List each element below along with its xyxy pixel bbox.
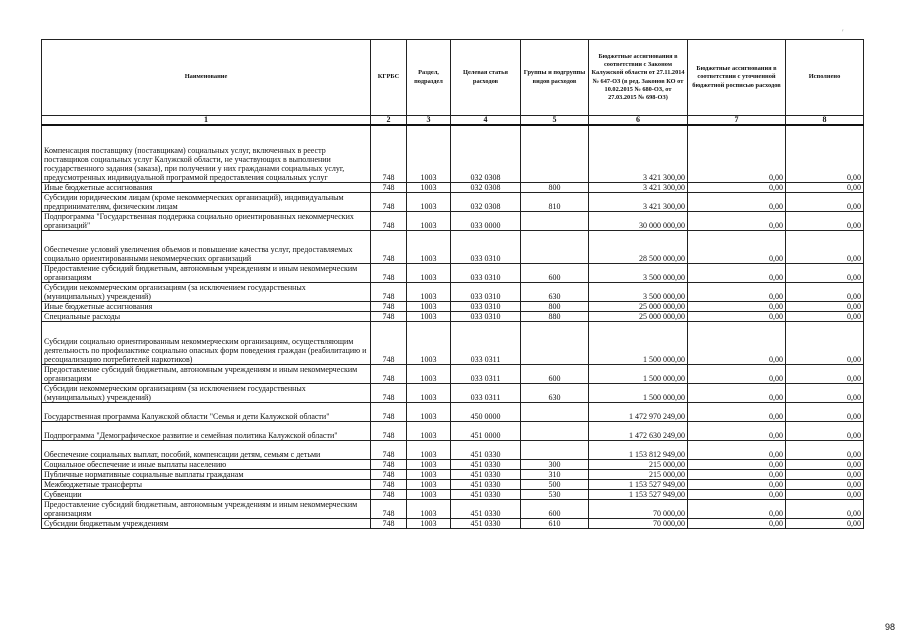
- row-kgrbs: 748: [371, 383, 407, 402]
- row-refined-amount: 0,00: [688, 459, 786, 469]
- row-name: Предоставление субсидий бюджетным, автономным учреждениям и иным некоммерческим организациям: [42, 364, 371, 383]
- row-law-amount: 25 000 000,00: [589, 311, 688, 321]
- row-target-item: 033 0311: [451, 383, 521, 402]
- row-law-amount: 1 472 970 249,00: [589, 402, 688, 421]
- row-section: 1003: [407, 469, 451, 479]
- table-row: [42, 518, 864, 528]
- row-section: 1003: [407, 499, 451, 518]
- row-refined-amount: 0,00: [688, 469, 786, 479]
- row-refined-amount: 0,00: [688, 499, 786, 518]
- row-name: Иные бюджетные ассигнования: [42, 301, 371, 311]
- row-executed-amount: 0,00: [786, 182, 864, 192]
- row-executed-amount: 0,00: [786, 402, 864, 421]
- row-target-item: 033 0310: [451, 230, 521, 263]
- row-name: Подпрограмма "Демографическое развитие и семейная политика Калужской области": [42, 421, 371, 440]
- column-number-row: [42, 116, 864, 126]
- table-row: [42, 311, 864, 321]
- header-expense-type: Группы и подгруппы видов расходов: [521, 40, 589, 116]
- row-name: Обеспечение условий увеличения объемов и повышение качества услуг, предоставляемых социально ориентированными некоммерческих организаций: [42, 230, 371, 263]
- header-refined-allocations: Бюджетные ассигнования в соответствии с уточненной бюджетной росписью расходов: [688, 40, 786, 116]
- row-section: 1003: [407, 321, 451, 364]
- row-law-amount: 70 000,00: [589, 518, 688, 528]
- row-kgrbs: 748: [371, 440, 407, 459]
- row-law-amount: 215 000,00: [589, 459, 688, 469]
- row-target-item: 451 0330: [451, 489, 521, 499]
- row-law-amount: 1 500 000,00: [589, 364, 688, 383]
- row-refined-amount: 0,00: [688, 125, 786, 182]
- row-executed-amount: 0,00: [786, 301, 864, 311]
- row-target-item: 033 0310: [451, 311, 521, 321]
- table-row: [42, 421, 864, 440]
- row-name: Обеспечение социальных выплат, пособий, компенсации детям, семьям с детьми: [42, 440, 371, 459]
- row-expense-type: [521, 230, 589, 263]
- header-section: Раздел, подраздел: [407, 40, 451, 116]
- row-section: 1003: [407, 263, 451, 282]
- row-kgrbs: 748: [371, 421, 407, 440]
- row-section: 1003: [407, 311, 451, 321]
- row-kgrbs: 748: [371, 469, 407, 479]
- row-expense-type: [521, 440, 589, 459]
- row-expense-type: 800: [521, 301, 589, 311]
- row-refined-amount: 0,00: [688, 364, 786, 383]
- row-expense-type: 630: [521, 282, 589, 301]
- col-number: 8: [786, 116, 864, 126]
- row-target-item: 032 0308: [451, 125, 521, 182]
- col-number: 1: [42, 116, 371, 126]
- table-row: [42, 489, 864, 499]
- table-row: [42, 499, 864, 518]
- row-kgrbs: 748: [371, 321, 407, 364]
- table-row: [42, 125, 864, 182]
- row-expense-type: 300: [521, 459, 589, 469]
- row-name: Субсидии юридическим лицам (кроме некоммерческих организаций), индивидуальным предпринимателям, физическим лицам: [42, 192, 371, 211]
- row-target-item: 451 0330: [451, 499, 521, 518]
- row-expense-type: 800: [521, 182, 589, 192]
- row-name: Субвенции: [42, 489, 371, 499]
- row-law-amount: 1 153 812 949,00: [589, 440, 688, 459]
- row-law-amount: 3 421 300,00: [589, 182, 688, 192]
- header-law-allocations: Бюджетные ассигнования в соответствии с Законом Калужской области от 27.11.2014 № 647-ОЗ (в ред. Законов КО от 10.02.2015 № 680-ОЗ, от 27.03.2015 № 698-ОЗ): [589, 40, 688, 116]
- row-name: Социальное обеспечение и иные выплаты населению: [42, 459, 371, 469]
- row-refined-amount: 0,00: [688, 263, 786, 282]
- row-expense-type: [521, 421, 589, 440]
- table-row: [42, 364, 864, 383]
- row-kgrbs: 748: [371, 211, 407, 230]
- row-kgrbs: 748: [371, 192, 407, 211]
- row-executed-amount: 0,00: [786, 364, 864, 383]
- row-expense-type: 600: [521, 364, 589, 383]
- header-row: [42, 40, 864, 116]
- row-kgrbs: 748: [371, 311, 407, 321]
- row-target-item: 033 0310: [451, 263, 521, 282]
- row-target-item: 451 0330: [451, 479, 521, 489]
- row-expense-type: 500: [521, 479, 589, 489]
- row-section: 1003: [407, 402, 451, 421]
- row-name: Предоставление субсидий бюджетным, автономным учреждениям и иным некоммерческим организациям: [42, 499, 371, 518]
- row-refined-amount: 0,00: [688, 440, 786, 459]
- row-kgrbs: 748: [371, 479, 407, 489]
- row-law-amount: 1 500 000,00: [589, 321, 688, 364]
- row-kgrbs: 748: [371, 182, 407, 192]
- table-row: [42, 182, 864, 192]
- col-number: 7: [688, 116, 786, 126]
- row-refined-amount: 0,00: [688, 301, 786, 311]
- row-expense-type: 610: [521, 518, 589, 528]
- row-expense-type: 600: [521, 499, 589, 518]
- row-law-amount: 70 000,00: [589, 499, 688, 518]
- header-kgrbs: КГРБС: [371, 40, 407, 116]
- row-expense-type: [521, 321, 589, 364]
- scan-mark: ′: [842, 28, 844, 37]
- row-law-amount: 3 500 000,00: [589, 282, 688, 301]
- row-refined-amount: 0,00: [688, 182, 786, 192]
- row-section: 1003: [407, 182, 451, 192]
- row-refined-amount: 0,00: [688, 518, 786, 528]
- row-name: Предоставление субсидий бюджетным, автономным учреждениям и иным некоммерческим организациям: [42, 263, 371, 282]
- row-expense-type: [521, 402, 589, 421]
- row-target-item: 451 0330: [451, 518, 521, 528]
- row-law-amount: 1 153 527 949,00: [589, 489, 688, 499]
- row-target-item: 451 0330: [451, 469, 521, 479]
- row-executed-amount: 0,00: [786, 440, 864, 459]
- row-refined-amount: 0,00: [688, 192, 786, 211]
- row-expense-type: [521, 211, 589, 230]
- row-section: 1003: [407, 440, 451, 459]
- row-kgrbs: 748: [371, 489, 407, 499]
- row-section: 1003: [407, 301, 451, 311]
- row-section: 1003: [407, 364, 451, 383]
- row-expense-type: 810: [521, 192, 589, 211]
- row-law-amount: 1 500 000,00: [589, 383, 688, 402]
- row-name: Субсидии социально ориентированным некоммерческим организациям, осуществляющим деятельность по профилактике социально опасных форм поведения граждан (реабилитацию и ресоциализацию потребителей наркотиков): [42, 321, 371, 364]
- row-target-item: 033 0311: [451, 321, 521, 364]
- row-refined-amount: 0,00: [688, 489, 786, 499]
- row-kgrbs: 748: [371, 301, 407, 311]
- row-executed-amount: 0,00: [786, 383, 864, 402]
- row-executed-amount: 0,00: [786, 479, 864, 489]
- row-name: Государственная программа Калужской области "Семья и дети Калужской области": [42, 402, 371, 421]
- table-row: [42, 263, 864, 282]
- row-target-item: 033 0311: [451, 364, 521, 383]
- row-executed-amount: 0,00: [786, 321, 864, 364]
- row-section: 1003: [407, 192, 451, 211]
- table-row: [42, 479, 864, 489]
- row-executed-amount: 0,00: [786, 499, 864, 518]
- row-name: Субсидии бюджетным учреждениям: [42, 518, 371, 528]
- row-kgrbs: 748: [371, 364, 407, 383]
- row-refined-amount: 0,00: [688, 479, 786, 489]
- row-executed-amount: 0,00: [786, 459, 864, 469]
- row-name: Межбюджетные трансферты: [42, 479, 371, 489]
- row-kgrbs: 748: [371, 282, 407, 301]
- row-refined-amount: 0,00: [688, 282, 786, 301]
- row-section: 1003: [407, 518, 451, 528]
- row-executed-amount: 0,00: [786, 518, 864, 528]
- row-refined-amount: 0,00: [688, 421, 786, 440]
- table-row: [42, 192, 864, 211]
- row-law-amount: 1 153 527 949,00: [589, 479, 688, 489]
- row-kgrbs: 748: [371, 263, 407, 282]
- row-refined-amount: 0,00: [688, 321, 786, 364]
- budget-table: [41, 39, 864, 529]
- col-number: 2: [371, 116, 407, 126]
- row-expense-type: 310: [521, 469, 589, 479]
- row-target-item: 032 0308: [451, 192, 521, 211]
- row-kgrbs: 748: [371, 499, 407, 518]
- col-number: 3: [407, 116, 451, 126]
- row-name: Субсидии некоммерческим организациям (за исключением государственных (муниципальных) учреждений): [42, 383, 371, 402]
- row-refined-amount: 0,00: [688, 311, 786, 321]
- table-row: [42, 469, 864, 479]
- row-section: 1003: [407, 282, 451, 301]
- header-name: Наименование: [42, 40, 371, 116]
- row-law-amount: 3 421 300,00: [589, 125, 688, 182]
- table-row: [42, 383, 864, 402]
- row-executed-amount: 0,00: [786, 282, 864, 301]
- row-executed-amount: 0,00: [786, 469, 864, 479]
- row-executed-amount: 0,00: [786, 230, 864, 263]
- table-row: [42, 402, 864, 421]
- row-executed-amount: 0,00: [786, 192, 864, 211]
- row-expense-type: [521, 125, 589, 182]
- table-row: [42, 321, 864, 364]
- row-refined-amount: 0,00: [688, 383, 786, 402]
- row-target-item: 033 0000: [451, 211, 521, 230]
- row-name: Субсидии некоммерческим организациям (за исключением государственных (муниципальных) учреждений): [42, 282, 371, 301]
- row-target-item: 033 0310: [451, 301, 521, 311]
- header-executed: Исполнено: [786, 40, 864, 116]
- row-name: Иные бюджетные ассигнования: [42, 182, 371, 192]
- col-number: 5: [521, 116, 589, 126]
- row-target-item: 032 0308: [451, 182, 521, 192]
- row-section: 1003: [407, 489, 451, 499]
- row-refined-amount: 0,00: [688, 211, 786, 230]
- row-executed-amount: 0,00: [786, 263, 864, 282]
- col-number: 4: [451, 116, 521, 126]
- row-section: 1003: [407, 459, 451, 469]
- table-row: [42, 230, 864, 263]
- row-kgrbs: 748: [371, 518, 407, 528]
- row-section: 1003: [407, 479, 451, 489]
- row-law-amount: 28 500 000,00: [589, 230, 688, 263]
- row-kgrbs: 748: [371, 402, 407, 421]
- row-expense-type: 600: [521, 263, 589, 282]
- row-law-amount: 3 421 300,00: [589, 192, 688, 211]
- row-kgrbs: 748: [371, 230, 407, 263]
- row-kgrbs: 748: [371, 459, 407, 469]
- row-law-amount: 25 000 000,00: [589, 301, 688, 311]
- row-section: 1003: [407, 125, 451, 182]
- row-law-amount: 30 000 000,00: [589, 211, 688, 230]
- row-executed-amount: 0,00: [786, 489, 864, 499]
- page-number: 98: [884, 622, 895, 632]
- table-row: [42, 459, 864, 469]
- row-refined-amount: 0,00: [688, 230, 786, 263]
- row-executed-amount: 0,00: [786, 211, 864, 230]
- row-expense-type: 630: [521, 383, 589, 402]
- row-refined-amount: 0,00: [688, 402, 786, 421]
- table-row: [42, 282, 864, 301]
- col-number: 6: [589, 116, 688, 126]
- row-section: 1003: [407, 230, 451, 263]
- row-target-item: 451 0000: [451, 421, 521, 440]
- row-section: 1003: [407, 211, 451, 230]
- table-row: [42, 440, 864, 459]
- row-executed-amount: 0,00: [786, 421, 864, 440]
- row-expense-type: 880: [521, 311, 589, 321]
- row-section: 1003: [407, 383, 451, 402]
- row-target-item: 451 0330: [451, 440, 521, 459]
- row-name: Специальные расходы: [42, 311, 371, 321]
- row-law-amount: 3 500 000,00: [589, 263, 688, 282]
- row-target-item: 033 0310: [451, 282, 521, 301]
- table-row: [42, 301, 864, 311]
- row-section: 1003: [407, 421, 451, 440]
- header-target-item: Целевая статья расходов: [451, 40, 521, 116]
- row-name: Компенсация поставщику (поставщикам) социальных услуг, включенных в реестр поставщиков социальных услуг Калужской области, не участвующих в выполнении государственного задания (заказа), при получении у них гражданами социальных услуг, предусмотренных индивидуальной программой предоставления социальных услуг: [42, 125, 371, 182]
- row-target-item: 451 0330: [451, 459, 521, 469]
- row-target-item: 450 0000: [451, 402, 521, 421]
- row-law-amount: 215 000,00: [589, 469, 688, 479]
- row-executed-amount: 0,00: [786, 125, 864, 182]
- row-kgrbs: 748: [371, 125, 407, 182]
- row-executed-amount: 0,00: [786, 311, 864, 321]
- row-name: Подпрограмма "Государственная поддержка социально ориентированных некоммерческих организаций": [42, 211, 371, 230]
- row-law-amount: 1 472 630 249,00: [589, 421, 688, 440]
- table-row: [42, 211, 864, 230]
- row-name: Публичные нормативные социальные выплаты гражданам: [42, 469, 371, 479]
- row-expense-type: 530: [521, 489, 589, 499]
